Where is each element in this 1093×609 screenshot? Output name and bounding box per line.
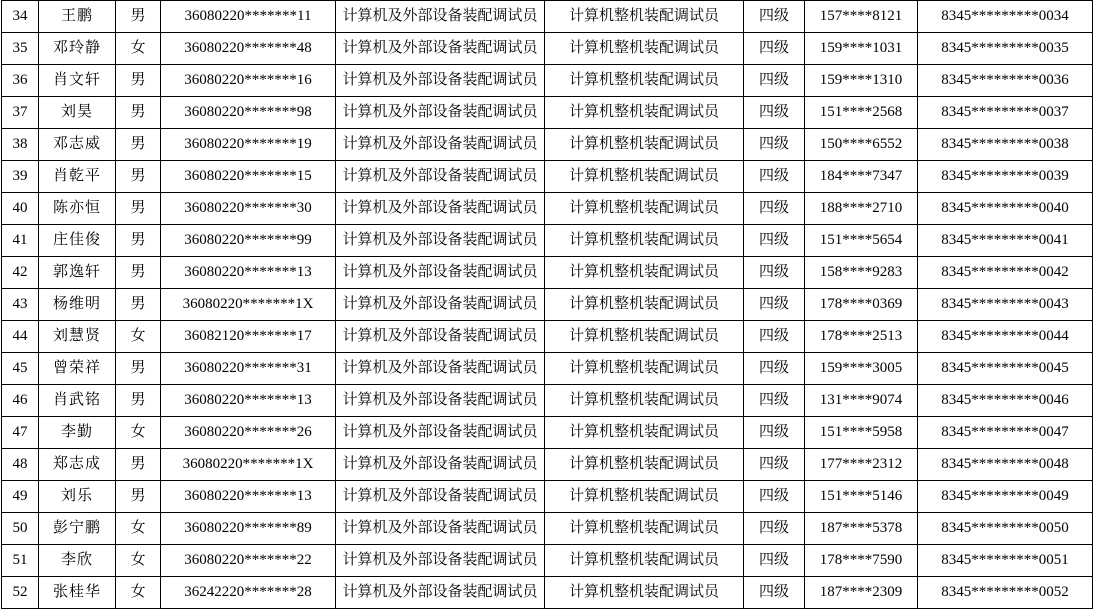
cell-certificate-number: 8345*********0047 (918, 417, 1093, 449)
cell-declared-occupation: 计算机及外部设备装配调试员 (336, 449, 545, 481)
cell-assessed-occupation: 计算机整机装配调试员 (545, 577, 744, 609)
cell-declared-occupation: 计算机及外部设备装配调试员 (336, 193, 545, 225)
cell-declared-occupation: 计算机及外部设备装配调试员 (336, 545, 545, 577)
cell-level: 四级 (744, 289, 805, 321)
cell-sequence: 36 (2, 65, 39, 97)
cell-sex: 男 (116, 481, 161, 513)
cell-id-number: 36080220*******13 (161, 481, 336, 513)
cell-certificate-number: 8345*********0052 (918, 577, 1093, 609)
cell-id-number: 36080220*******22 (161, 545, 336, 577)
cell-sequence: 37 (2, 97, 39, 129)
cell-phone: 178****2513 (805, 321, 918, 353)
cell-sex: 女 (116, 577, 161, 609)
cell-certificate-number: 8345*********0045 (918, 353, 1093, 385)
cell-sex: 男 (116, 97, 161, 129)
cell-name: 刘乐 (39, 481, 116, 513)
cell-sex: 女 (116, 321, 161, 353)
table-row (2, 577, 1093, 609)
cell-phone: 178****7590 (805, 545, 918, 577)
cell-assessed-occupation: 计算机整机装配调试员 (545, 545, 744, 577)
cell-phone: 151****2568 (805, 97, 918, 129)
table-row (2, 257, 1093, 289)
table-row (2, 193, 1093, 225)
cell-assessed-occupation: 计算机整机装配调试员 (545, 449, 744, 481)
table-row (2, 1, 1093, 33)
cell-id-number: 36080220*******1X (161, 449, 336, 481)
cell-level: 四级 (744, 161, 805, 193)
cell-level: 四级 (744, 449, 805, 481)
cell-sex: 男 (116, 161, 161, 193)
table-row (2, 513, 1093, 545)
cell-sequence: 43 (2, 289, 39, 321)
cell-phone: 159****3005 (805, 353, 918, 385)
cell-level: 四级 (744, 33, 805, 65)
cell-id-number: 36080220*******11 (161, 1, 336, 33)
cell-sequence: 41 (2, 225, 39, 257)
cell-name: 陈亦恒 (39, 193, 116, 225)
cell-sequence: 35 (2, 33, 39, 65)
cell-name: 肖乾平 (39, 161, 116, 193)
cell-name: 邓玲静 (39, 33, 116, 65)
cell-name: 李欣 (39, 545, 116, 577)
cell-phone: 184****7347 (805, 161, 918, 193)
cell-sex: 女 (116, 33, 161, 65)
cell-sex: 男 (116, 257, 161, 289)
cell-phone: 151****5958 (805, 417, 918, 449)
cell-declared-occupation: 计算机及外部设备装配调试员 (336, 417, 545, 449)
cell-certificate-number: 8345*********0036 (918, 65, 1093, 97)
cell-id-number: 36080220*******89 (161, 513, 336, 545)
cell-name: 曾荣祥 (39, 353, 116, 385)
cell-assessed-occupation: 计算机整机装配调试员 (545, 257, 744, 289)
table-row (2, 225, 1093, 257)
cell-sequence: 50 (2, 513, 39, 545)
cell-sequence: 51 (2, 545, 39, 577)
cell-level: 四级 (744, 225, 805, 257)
cell-id-number: 36080220*******31 (161, 353, 336, 385)
cell-sex: 女 (116, 417, 161, 449)
table-row (2, 161, 1093, 193)
cell-assessed-occupation: 计算机整机装配调试员 (545, 161, 744, 193)
cell-assessed-occupation: 计算机整机装配调试员 (545, 289, 744, 321)
cell-id-number: 36080220*******98 (161, 97, 336, 129)
cell-id-number: 36082120*******17 (161, 321, 336, 353)
cell-declared-occupation: 计算机及外部设备装配调试员 (336, 225, 545, 257)
cell-id-number: 36080220*******13 (161, 257, 336, 289)
cell-declared-occupation: 计算机及外部设备装配调试员 (336, 129, 545, 161)
cell-level: 四级 (744, 545, 805, 577)
cell-name: 彭宁鹏 (39, 513, 116, 545)
table-row (2, 321, 1093, 353)
cell-id-number: 36080220*******13 (161, 385, 336, 417)
cell-phone: 187****2309 (805, 577, 918, 609)
cell-sex: 男 (116, 353, 161, 385)
cell-sex: 男 (116, 129, 161, 161)
cell-sex: 男 (116, 65, 161, 97)
cell-sequence: 45 (2, 353, 39, 385)
cell-declared-occupation: 计算机及外部设备装配调试员 (336, 577, 545, 609)
cell-assessed-occupation: 计算机整机装配调试员 (545, 65, 744, 97)
cell-id-number: 36080220*******19 (161, 129, 336, 161)
cell-phone: 159****1031 (805, 33, 918, 65)
table-row (2, 481, 1093, 513)
cell-sequence: 49 (2, 481, 39, 513)
cell-assessed-occupation: 计算机整机装配调试员 (545, 97, 744, 129)
cell-certificate-number: 8345*********0040 (918, 193, 1093, 225)
cell-certificate-number: 8345*********0044 (918, 321, 1093, 353)
cell-certificate-number: 8345*********0035 (918, 33, 1093, 65)
cell-name: 肖文轩 (39, 65, 116, 97)
cell-sequence: 46 (2, 385, 39, 417)
cell-certificate-number: 8345*********0038 (918, 129, 1093, 161)
cell-name: 张桂华 (39, 577, 116, 609)
cell-assessed-occupation: 计算机整机装配调试员 (545, 513, 744, 545)
cell-declared-occupation: 计算机及外部设备装配调试员 (336, 65, 545, 97)
cell-level: 四级 (744, 129, 805, 161)
cell-sex: 女 (116, 513, 161, 545)
cell-name: 肖武铭 (39, 385, 116, 417)
cell-sex: 男 (116, 289, 161, 321)
table-row (2, 97, 1093, 129)
table-row (2, 353, 1093, 385)
cell-name: 刘昊 (39, 97, 116, 129)
cell-sequence: 47 (2, 417, 39, 449)
cell-sex: 男 (116, 193, 161, 225)
cell-sex: 男 (116, 385, 161, 417)
cell-declared-occupation: 计算机及外部设备装配调试员 (336, 385, 545, 417)
table-row (2, 33, 1093, 65)
cell-certificate-number: 8345*********0050 (918, 513, 1093, 545)
table-body (2, 1, 1093, 609)
cell-assessed-occupation: 计算机整机装配调试员 (545, 225, 744, 257)
cell-id-number: 36080220*******1X (161, 289, 336, 321)
cell-assessed-occupation: 计算机整机装配调试员 (545, 385, 744, 417)
cell-certificate-number: 8345*********0049 (918, 481, 1093, 513)
cell-sequence: 39 (2, 161, 39, 193)
cell-name: 庄佳俊 (39, 225, 116, 257)
cell-level: 四级 (744, 513, 805, 545)
cell-id-number: 36080220*******16 (161, 65, 336, 97)
cell-level: 四级 (744, 385, 805, 417)
cell-id-number: 36080220*******15 (161, 161, 336, 193)
cell-id-number: 36080220*******48 (161, 33, 336, 65)
cell-sequence: 34 (2, 1, 39, 33)
cell-level: 四级 (744, 97, 805, 129)
cell-level: 四级 (744, 481, 805, 513)
cell-phone: 151****5146 (805, 481, 918, 513)
cell-level: 四级 (744, 321, 805, 353)
cell-name: 李勤 (39, 417, 116, 449)
cell-assessed-occupation: 计算机整机装配调试员 (545, 353, 744, 385)
cell-phone: 188****2710 (805, 193, 918, 225)
cell-certificate-number: 8345*********0042 (918, 257, 1093, 289)
cell-name: 邓志威 (39, 129, 116, 161)
cell-sequence: 44 (2, 321, 39, 353)
cell-declared-occupation: 计算机及外部设备装配调试员 (336, 97, 545, 129)
table-row (2, 449, 1093, 481)
cell-level: 四级 (744, 257, 805, 289)
cell-phone: 178****0369 (805, 289, 918, 321)
cell-phone: 158****9283 (805, 257, 918, 289)
cell-certificate-number: 8345*********0037 (918, 97, 1093, 129)
table-row (2, 385, 1093, 417)
cell-phone: 187****5378 (805, 513, 918, 545)
cell-phone: 151****5654 (805, 225, 918, 257)
cell-certificate-number: 8345*********0043 (918, 289, 1093, 321)
cell-assessed-occupation: 计算机整机装配调试员 (545, 33, 744, 65)
cell-sex: 男 (116, 225, 161, 257)
cell-phone: 177****2312 (805, 449, 918, 481)
cell-name: 杨维明 (39, 289, 116, 321)
cell-level: 四级 (744, 353, 805, 385)
cell-id-number: 36080220*******26 (161, 417, 336, 449)
cell-name: 郑志成 (39, 449, 116, 481)
cell-sex: 男 (116, 1, 161, 33)
cell-assessed-occupation: 计算机整机装配调试员 (545, 481, 744, 513)
cell-level: 四级 (744, 1, 805, 33)
cell-id-number: 36080220*******99 (161, 225, 336, 257)
cell-level: 四级 (744, 193, 805, 225)
cell-certificate-number: 8345*********0051 (918, 545, 1093, 577)
table-row (2, 289, 1093, 321)
cell-id-number: 36242220*******28 (161, 577, 336, 609)
table-row (2, 65, 1093, 97)
cell-declared-occupation: 计算机及外部设备装配调试员 (336, 353, 545, 385)
cell-sequence: 48 (2, 449, 39, 481)
cell-assessed-occupation: 计算机整机装配调试员 (545, 129, 744, 161)
cell-assessed-occupation: 计算机整机装配调试员 (545, 193, 744, 225)
cell-phone: 157****8121 (805, 1, 918, 33)
cell-sequence: 42 (2, 257, 39, 289)
cell-certificate-number: 8345*********0048 (918, 449, 1093, 481)
cell-assessed-occupation: 计算机整机装配调试员 (545, 417, 744, 449)
cell-declared-occupation: 计算机及外部设备装配调试员 (336, 1, 545, 33)
cell-certificate-number: 8345*********0039 (918, 161, 1093, 193)
cell-assessed-occupation: 计算机整机装配调试员 (545, 1, 744, 33)
cell-level: 四级 (744, 417, 805, 449)
cell-phone: 150****6552 (805, 129, 918, 161)
cell-declared-occupation: 计算机及外部设备装配调试员 (336, 33, 545, 65)
table-row (2, 417, 1093, 449)
table-row (2, 129, 1093, 161)
cell-id-number: 36080220*******30 (161, 193, 336, 225)
cell-declared-occupation: 计算机及外部设备装配调试员 (336, 321, 545, 353)
cell-sex: 女 (116, 545, 161, 577)
cell-level: 四级 (744, 65, 805, 97)
cell-sequence: 52 (2, 577, 39, 609)
cell-name: 刘慧贤 (39, 321, 116, 353)
cell-declared-occupation: 计算机及外部设备装配调试员 (336, 513, 545, 545)
table-row (2, 545, 1093, 577)
cell-declared-occupation: 计算机及外部设备装配调试员 (336, 289, 545, 321)
cell-phone: 159****1310 (805, 65, 918, 97)
cell-sequence: 40 (2, 193, 39, 225)
cell-sequence: 38 (2, 129, 39, 161)
cell-name: 郭逸轩 (39, 257, 116, 289)
cell-phone: 131****9074 (805, 385, 918, 417)
cell-declared-occupation: 计算机及外部设备装配调试员 (336, 481, 545, 513)
cell-assessed-occupation: 计算机整机装配调试员 (545, 321, 744, 353)
cell-sex: 男 (116, 449, 161, 481)
cell-level: 四级 (744, 577, 805, 609)
cell-certificate-number: 8345*********0034 (918, 1, 1093, 33)
cell-certificate-number: 8345*********0041 (918, 225, 1093, 257)
cell-name: 王鹏 (39, 1, 116, 33)
cell-certificate-number: 8345*********0046 (918, 385, 1093, 417)
registration-table (1, 0, 1093, 609)
cell-declared-occupation: 计算机及外部设备装配调试员 (336, 257, 545, 289)
cell-declared-occupation: 计算机及外部设备装配调试员 (336, 161, 545, 193)
